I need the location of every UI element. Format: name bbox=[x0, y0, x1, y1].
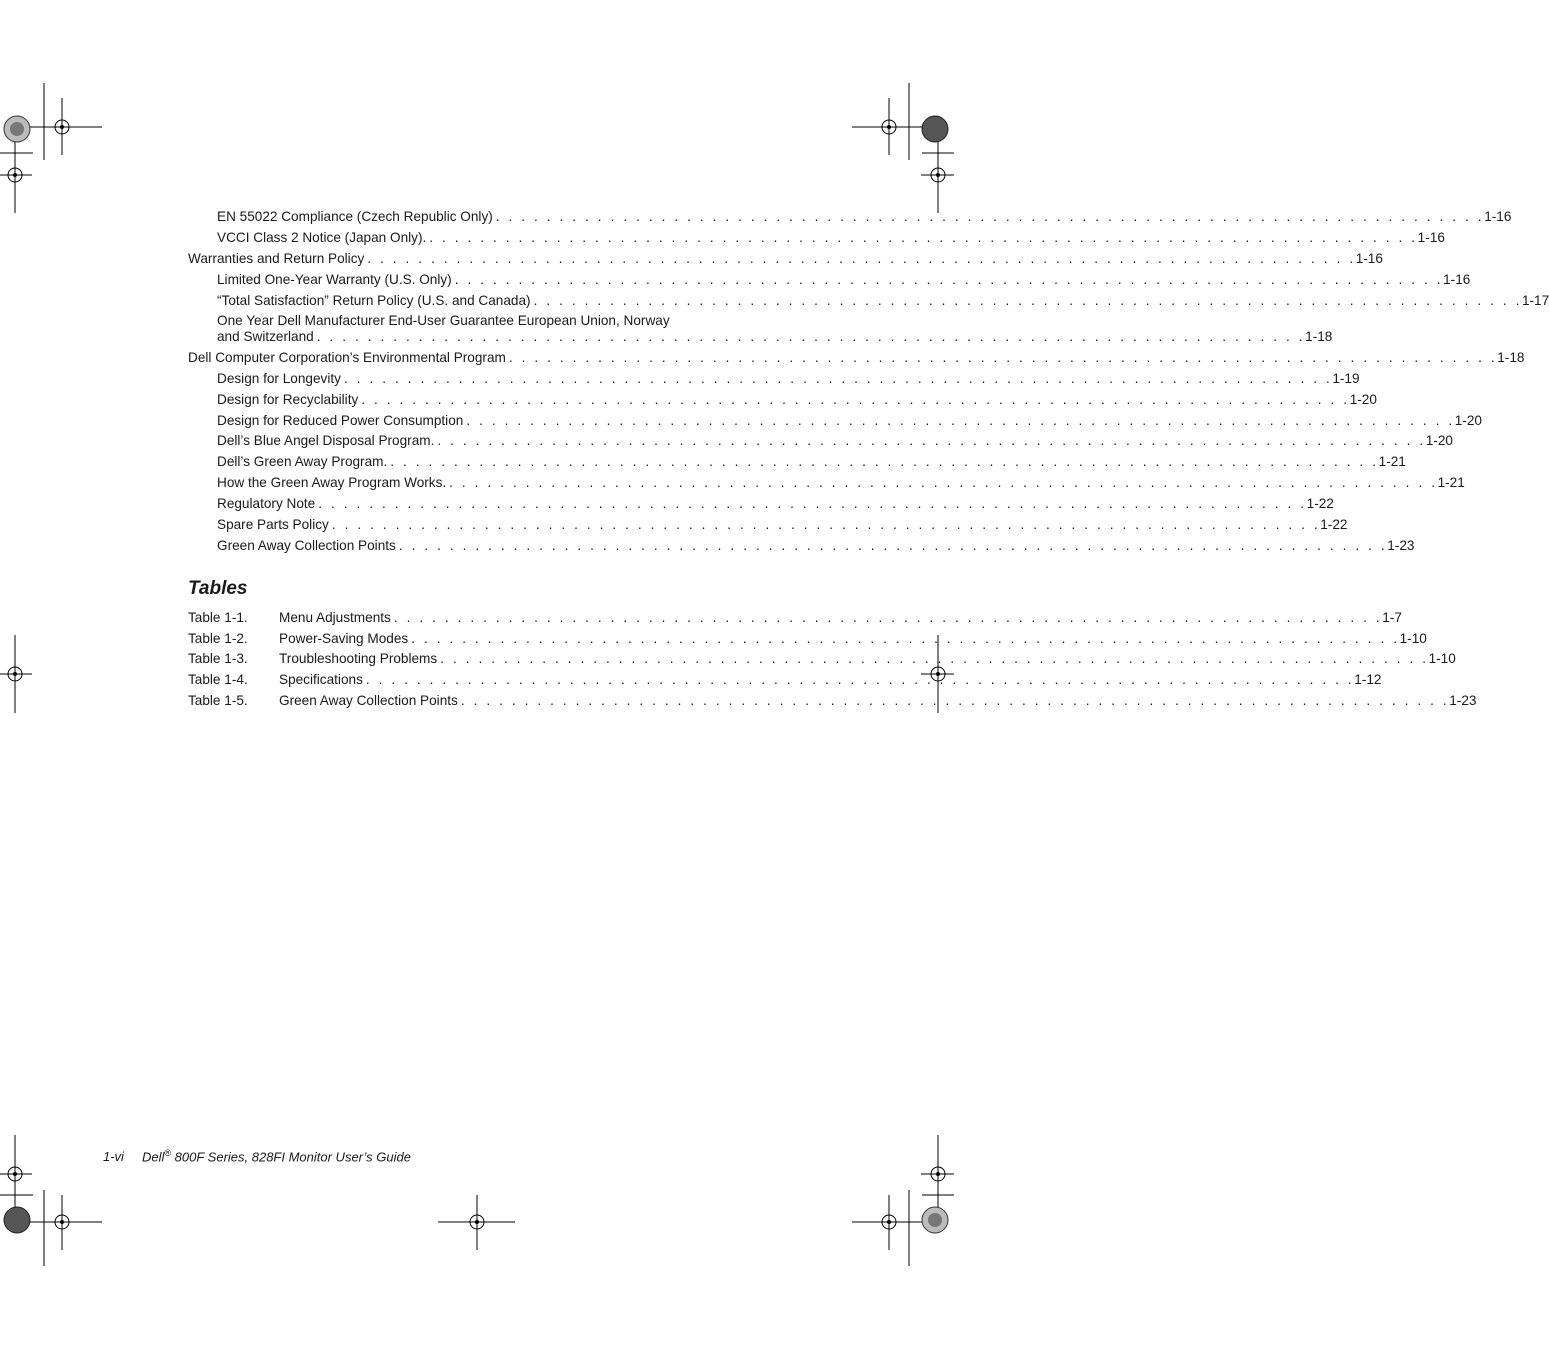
toc-entry-page: 1-17 bbox=[1521, 293, 1549, 308]
toc-entry-page: 1-18 bbox=[1497, 350, 1525, 365]
toc-entry[interactable] bbox=[217, 329, 1333, 345]
toc-entry-page: 1-20 bbox=[1349, 392, 1377, 407]
table-list-item[interactable] bbox=[188, 672, 1382, 688]
toc-entry[interactable] bbox=[217, 517, 1348, 533]
toc-entry-label: Design for Reduced Power Consumption bbox=[217, 413, 464, 428]
toc-entry-label: Green Away Collection Points bbox=[217, 538, 396, 553]
dot-leader: . . . . . . . . . . . . . . . . . . . . . . . . . . . . . . . . . . . . . . . . . . . . . . . . . . . . . . . . . . . . . . . . . . . . . . . . . . . . . . bbox=[429, 230, 1418, 245]
toc-entry[interactable] bbox=[217, 413, 1482, 429]
toc-section[interactable] bbox=[188, 350, 1525, 366]
toc-entry-page: 1-16 bbox=[1355, 251, 1383, 266]
table-title: Green Away Collection Points bbox=[279, 693, 458, 708]
dot-leader: . . . . . . . . . . . . . . . . . . . . . . . . . . . . . . . . . . . . . . . . . . . . . . . . . . . . . . . . . . . . . . . . . . . . . . . . . . . . . . bbox=[411, 631, 1400, 646]
table-page: 1-10 bbox=[1399, 631, 1427, 646]
dot-leader: . . . . . . . . . . . . . . . . . . . . . . . . . . . . . . . . . . . . . . . . . . . . . . . . . . . . . . . . . . . . . . . . . . . . . . . . . . . . . . bbox=[466, 413, 1455, 428]
toc-entry[interactable] bbox=[217, 538, 1415, 554]
dot-leader: . . . . . . . . . . . . . . . . . . . . . . . . . . . . . . . . . . . . . . . . . . . . . . . . . . . . . . . . . . . . . . . . . . . . . . . . . . . . . . bbox=[440, 651, 1429, 666]
toc-entry[interactable] bbox=[217, 371, 1360, 387]
toc-entry-label: How the Green Away Program Works. bbox=[217, 475, 447, 490]
toc-entry[interactable] bbox=[217, 454, 1406, 470]
toc-entry-label-line1: One Year Dell Manufacturer End-User Guarantee European Union, Norway bbox=[217, 313, 670, 328]
footer-title: 800F Series, 828FI Monitor User’s Guide bbox=[171, 1149, 411, 1165]
toc-entry-page: 1-22 bbox=[1320, 517, 1348, 532]
toc-entry-label: Dell Computer Corporation’s Environmental Program bbox=[188, 350, 506, 365]
toc-entry-label: and Switzerland bbox=[217, 329, 314, 344]
dot-leader: . . . . . . . . . . . . . . . . . . . . . . . . . . . . . . . . . . . . . . . . . . . . . . . . . . . . . . . . . . . . . . . . . . . . . . . . . . . . . . bbox=[343, 371, 1333, 386]
table-number: Table 1-1. bbox=[188, 610, 248, 625]
table-number: Table 1-3. bbox=[188, 651, 248, 666]
dot-leader: . . . . . . . . . . . . . . . . . . . . . . . . . . . . . . . . . . . . . . . . . . . . . . . . . . . . . . . . . . . . . . . . . . . . . . . . . . . . . . bbox=[437, 433, 1426, 448]
toc-entry-label: Warranties and Return Policy bbox=[188, 251, 365, 266]
toc-entry-label: Design for Longevity bbox=[217, 371, 341, 386]
table-title: Menu Adjustments bbox=[279, 610, 391, 625]
dot-leader: . . . . . . . . . . . . . . . . . . . . . . . . . . . . . . . . . . . . . . . . . . . . . . . . . . . . . . . . . . . . . . . . . . . . . . . . . . . . . . bbox=[318, 496, 1307, 511]
dot-leader: . . . . . . . . . . . . . . . . . . . . . . . . . . . . . . . . . . . . . . . . . . . . . . . . . . . . . . . . . . . . . . . . . . . . . . . . . . . . . . bbox=[367, 251, 1356, 266]
footer-page-number: 1-vi bbox=[103, 1149, 124, 1165]
toc-entry-label: Limited One-Year Warranty (U.S. Only) bbox=[217, 272, 452, 287]
table-number: Table 1-2. bbox=[188, 631, 248, 646]
dot-leader: . . . . . . . . . . . . . . . . . . . . . . . . . . . . . . . . . . . . . . . . . . . . . . . . . . . . . . . . . . . . . . . . . . . . . . . . . . . . . . bbox=[393, 610, 1383, 625]
dot-leader: . . . . . . . . . . . . . . . . . . . . . . . . . . . . . . . . . . . . . . . . . . . . . . . . . . . . . . . . . . . . . . . . . . . . . . . . . . . . . . bbox=[398, 538, 1388, 553]
registered-mark: ® bbox=[164, 1148, 172, 1158]
table-page: 1-10 bbox=[1428, 651, 1456, 666]
toc-entry-label: Dell’s Green Away Program. bbox=[217, 454, 388, 469]
table-page: 1-7 bbox=[1382, 610, 1402, 625]
toc-entry[interactable] bbox=[217, 392, 1377, 408]
toc-entry-page: 1-16 bbox=[1417, 230, 1445, 245]
toc-entry[interactable] bbox=[217, 209, 1512, 225]
toc-entry[interactable] bbox=[217, 230, 1445, 246]
table-page: 1-12 bbox=[1354, 672, 1382, 687]
table-list-item[interactable] bbox=[188, 631, 1427, 647]
toc-entry-page: 1-21 bbox=[1437, 475, 1465, 490]
toc-entry[interactable] bbox=[217, 433, 1453, 449]
dot-leader: . . . . . . . . . . . . . . . . . . . . . . . . . . . . . . . . . . . . . . . . . . . . . . . . . . . . . . . . . . . . . . . . . . . . . . . . . . . . . . bbox=[454, 272, 1444, 287]
page-footer bbox=[103, 1148, 411, 1164]
toc-entry-label: Dell’s Blue Angel Disposal Program. bbox=[217, 433, 435, 448]
dot-leader: . . . . . . . . . . . . . . . . . . . . . . . . . . . . . . . . . . . . . . . . . . . . . . . . . . . . . . . . . . . . . . . . . . . . . . . . . . . . . . bbox=[361, 392, 1350, 407]
toc-entry-label: “Total Satisfaction” Return Policy (U.S. and Canada) bbox=[217, 293, 531, 308]
table-title: Specifications bbox=[279, 672, 363, 687]
toc-entry-label: Design for Recyclability bbox=[217, 392, 359, 407]
toc-entry-page: 1-22 bbox=[1306, 496, 1334, 511]
dot-leader: . . . . . . . . . . . . . . . . . . . . . . . . . . . . . . . . . . . . . . . . . . . . . . . . . . . . . . . . . . . . . . . . . . . . . . . . . . . . . . bbox=[449, 475, 1438, 490]
table-title: Troubleshooting Problems bbox=[279, 651, 438, 666]
table-list-item[interactable] bbox=[188, 651, 1456, 667]
dot-leader: . . . . . . . . . . . . . . . . . . . . . . . . . . . . . . . . . . . . . . . . . . . . . . . . . . . . . . . . . . . . . . . . . . . . . . . . . . . . . . bbox=[460, 693, 1450, 708]
table-list-item[interactable] bbox=[188, 693, 1477, 709]
toc-entry-page: 1-20 bbox=[1454, 413, 1482, 428]
dot-leader: . . . . . . . . . . . . . . . . . . . . . . . . . . . . . . . . . . . . . . . . . . . . . . . . . . . . . . . . . . . . . . . . . . . . . . . . . . . . . . bbox=[331, 517, 1321, 532]
table-number: Table 1-4. bbox=[188, 672, 248, 687]
toc-entry-page: 1-20 bbox=[1425, 433, 1453, 448]
dot-leader: . . . . . . . . . . . . . . . . . . . . . . . . . . . . . . . . . . . . . . . . . . . . . . . . . . . . . . . . . . . . . . . . . . . . . . . . . . . . . . bbox=[316, 329, 1306, 344]
toc-entry-label: Spare Parts Policy bbox=[217, 517, 329, 532]
table-page: 1-23 bbox=[1449, 693, 1477, 708]
dot-leader: . . . . . . . . . . . . . . . . . . . . . . . . . . . . . . . . . . . . . . . . . . . . . . . . . . . . . . . . . . . . . . . . . . . . . . . . . . . . . . bbox=[390, 454, 1379, 469]
toc-entry[interactable] bbox=[217, 496, 1334, 512]
table-title: Power-Saving Modes bbox=[279, 631, 409, 646]
toc-entry-page: 1-19 bbox=[1332, 371, 1360, 386]
toc-entry-page: 1-18 bbox=[1305, 329, 1333, 344]
toc-entry[interactable] bbox=[217, 475, 1465, 491]
dot-leader: . . . . . . . . . . . . . . . . . . . . . . . . . . . . . . . . . . . . . . . . . . . . . . . . . . . . . . . . . . . . . . . . . . . . . . . . . . . . . . bbox=[508, 350, 1498, 365]
toc-entry-label: VCCI Class 2 Notice (Japan Only). bbox=[217, 230, 427, 245]
toc-entry[interactable] bbox=[217, 293, 1549, 309]
toc-entry-label: Regulatory Note bbox=[217, 496, 316, 511]
toc-entry-page: 1-21 bbox=[1378, 454, 1406, 469]
dot-leader: . . . . . . . . . . . . . . . . . . . . . . . . . . . . . . . . . . . . . . . . . . . . . . . . . . . . . . . . . . . . . . . . . . . . . . . . . . . . . . bbox=[365, 672, 1355, 687]
tables-heading: Tables bbox=[188, 578, 248, 599]
footer-brand: Dell bbox=[142, 1149, 165, 1165]
table-number: Table 1-5. bbox=[188, 693, 248, 708]
dot-leader: . . . . . . . . . . . . . . . . . . . . . . . . . . . . . . . . . . . . . . . . . . . . . . . . . . . . . . . . . . . . . . . . . . . . . . . . . . . . . . bbox=[533, 293, 1522, 308]
toc-entry-page: 1-16 bbox=[1484, 209, 1512, 224]
toc-entry-page: 1-23 bbox=[1387, 538, 1415, 553]
toc-entry[interactable] bbox=[217, 272, 1471, 288]
toc-entry-label: EN 55022 Compliance (Czech Republic Only) bbox=[217, 209, 493, 224]
dot-leader: . . . . . . . . . . . . . . . . . . . . . . . . . . . . . . . . . . . . . . . . . . . . . . . . . . . . . . . . . . . . . . . . . . . . . . . . . . . . . . bbox=[495, 209, 1485, 224]
table-list-item[interactable] bbox=[188, 610, 1402, 626]
toc-section[interactable] bbox=[188, 251, 1383, 267]
toc-entry-page: 1-16 bbox=[1443, 272, 1471, 287]
